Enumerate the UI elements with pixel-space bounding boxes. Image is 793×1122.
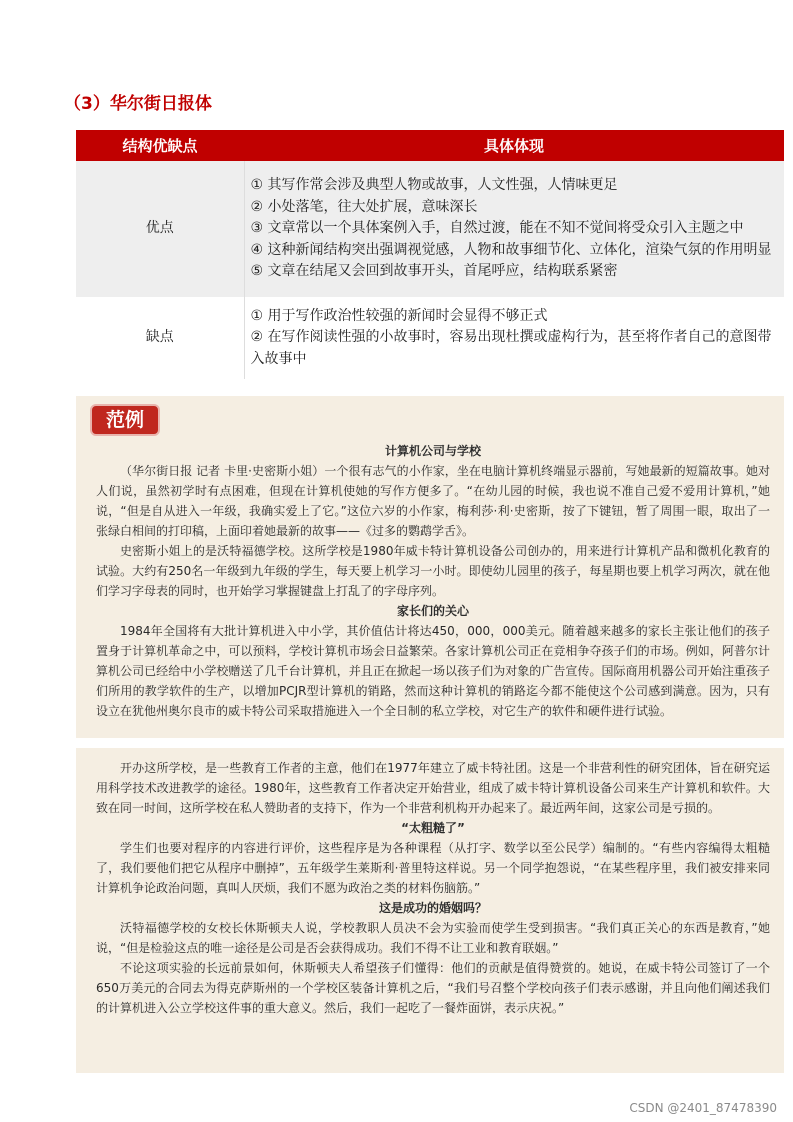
table-header-row: [76, 130, 784, 161]
table-header-col-2: 具体体现: [244, 130, 784, 161]
row-content-pros: [244, 161, 784, 297]
structure-table: [76, 130, 784, 379]
pros-line-1: ① 其写作常会涉及典型人物或故事，人文性强，人情味更足: [250, 177, 618, 194]
cons-line-2: ② 在写作阅读性强的小故事时，容易出现杜撰或虚构行为，甚至将作者自己的意图带入故事中: [250, 329, 772, 367]
row-content-cons: [244, 297, 784, 379]
table-row-pros: [76, 161, 784, 297]
example-body-2: [96, 758, 770, 1018]
example-panel-2: [76, 748, 784, 1073]
example-paragraph-5: 学生们也要对程序的内容进行评价，这些程序是为各种课程（从打字、数学以至公民学）编制的。“有些内容编得太粗糙了，我们要他们把它从程序中删掉”，五年级学生莱斯利·普里特这样说。另一个同学抱怨说，“在某些程序里，我们被安排来同计算机争论政治问题，真叫人厌烦，我们不愿为政治之类的材料伤脑筋。”: [96, 841, 770, 895]
example-paragraph-4: 开办这所学校，是一些教育工作者的主意，他们在1977年建立了威卡特社团。这是一个非营利性的研究团体，旨在研究运用科学技术改进教学的途径。1980年，这些教育工作者决定开始营业，组成了威卡特计算机设备公司来生产计算机和软件。大致在同一时间，这所学校在私人赞助者的支持下，作为一个非营利机构开办起来了。最近两年间，这家公司是亏损的。: [96, 761, 770, 815]
csdn-watermark: CSDN @2401_87478390: [629, 1101, 777, 1115]
example-paragraph-6: 沃特福德学校的女校长休斯顿夫人说，学校教职人员决不会为实验而使学生受到损害。“我们真正关心的东西是教育，”她说，“但是检验这点的唯一途径是公司是否会获得成功。我们不得不让工业和教育联姻。”: [96, 921, 770, 955]
example-subtitle-2: “太粗糙了”: [401, 821, 465, 835]
example-subtitle-3: 这是成功的婚姻吗？: [378, 901, 487, 915]
table-header-col-1: 结构优缺点: [76, 130, 244, 161]
pros-line-3: ③ 文章常以一个具体案例入手，自然过渡，能在不知不觉间将受众引入主题之中: [250, 220, 744, 237]
example-panel-1: [76, 396, 784, 738]
example-paragraph-3: 1984年全国将有大批计算机进入中小学，其价值估计将达450，000，000美元。随着越来越多的家长主张让他们的孩子置身于计算机革命之中，可以预料，学校计算机市场会日益繁荣。各家计算机公司正在竞相争夺孩子们的市场。例如，阿普尔计算机公司已经给中小学校赠送了几千台计算机，并且正在掀起一场以孩子们为对象的广告宣传。国际商用机器公司开始注重孩子们所用的教学软件的生产，以增加PCJR型计算机的销路，然而这种计算机的销路迄今都不能使这个公司感到满意。因为，只有设立在犹他州奥尔良市的威卡特公司采取措施进入一个全日制的私立学校，对它生产的软件和硬件进行试验。: [96, 624, 770, 718]
section-title: （3）华尔街日报体: [64, 94, 212, 114]
cons-line-1: ① 用于写作政治性较强的新闻时会显得不够正式: [250, 307, 548, 324]
example-subtitle-1: 家长们的关心: [396, 604, 469, 618]
table-row-cons: [76, 297, 784, 379]
example-paragraph-2: 史密斯小姐上的是沃特福德学校。这所学校是1980年威卡特计算机设备公司创办的，用来进行计算机产品和微机化教育的试验。大约有250名一年级到九年级的学生，每天要上机学习一小时。即使幼儿园里的孩子，每星期也要上机学习两次，就在他们学习字母表的同时，也开始学习掌握键盘上打乱了的字母序列。: [96, 544, 770, 598]
pros-line-2: ② 小处落笔，往大处扩展，意味深长: [250, 198, 478, 215]
pros-line-4: ④ 这种新闻结构突出强调视觉感，人物和故事细节化、立体化，渲染气氛的作用明显: [250, 241, 772, 258]
example-paragraph-7: 不论这项实验的长远前景如何，休斯顿夫人希望孩子们懂得：他们的贡献是值得赞赏的。她说，在威卡特公司签订了一个650万美元的合同去为得克萨斯州的一个学校区装备计算机之后，“我们号召整个学校向孩子们表示感谢，并且向他们阐述我们的计算机进入公立学校这件事的重大意义。然后，我们一起吃了一餐炸面饼，表示庆祝。”: [96, 961, 770, 1015]
example-badge: 范例: [90, 404, 160, 436]
example-paragraph-1: （华尔街日报 记者 卡里·史密斯小姐）一个很有志气的小作家，坐在电脑计算机终端显示器前，写她最新的短篇故事。她对人们说，虽然初学时有点困难，但现在计算机使她的写作方便多了。“在幼儿园的时候，我也说不准自己爱不爱用计算机，”她说，“但是自从进入一年级，我确实爱上了它。”这位六岁的小作家，梅利莎·利·史密斯，按了下键钮，暂了周围一眼，取出了一张绿白相间的打印稿，上面印着她最新的故事——《过多的鹦鹉学舌》。: [96, 464, 770, 538]
pros-line-5: ⑤ 文章在结尾又会回到故事开头，首尾呼应，结构联系紧密: [250, 263, 618, 280]
example-title: 计算机公司与学校: [384, 444, 481, 458]
row-label-cons: 缺点: [76, 297, 244, 379]
row-label-pros: 优点: [76, 161, 244, 297]
example-body-1: [96, 441, 770, 721]
